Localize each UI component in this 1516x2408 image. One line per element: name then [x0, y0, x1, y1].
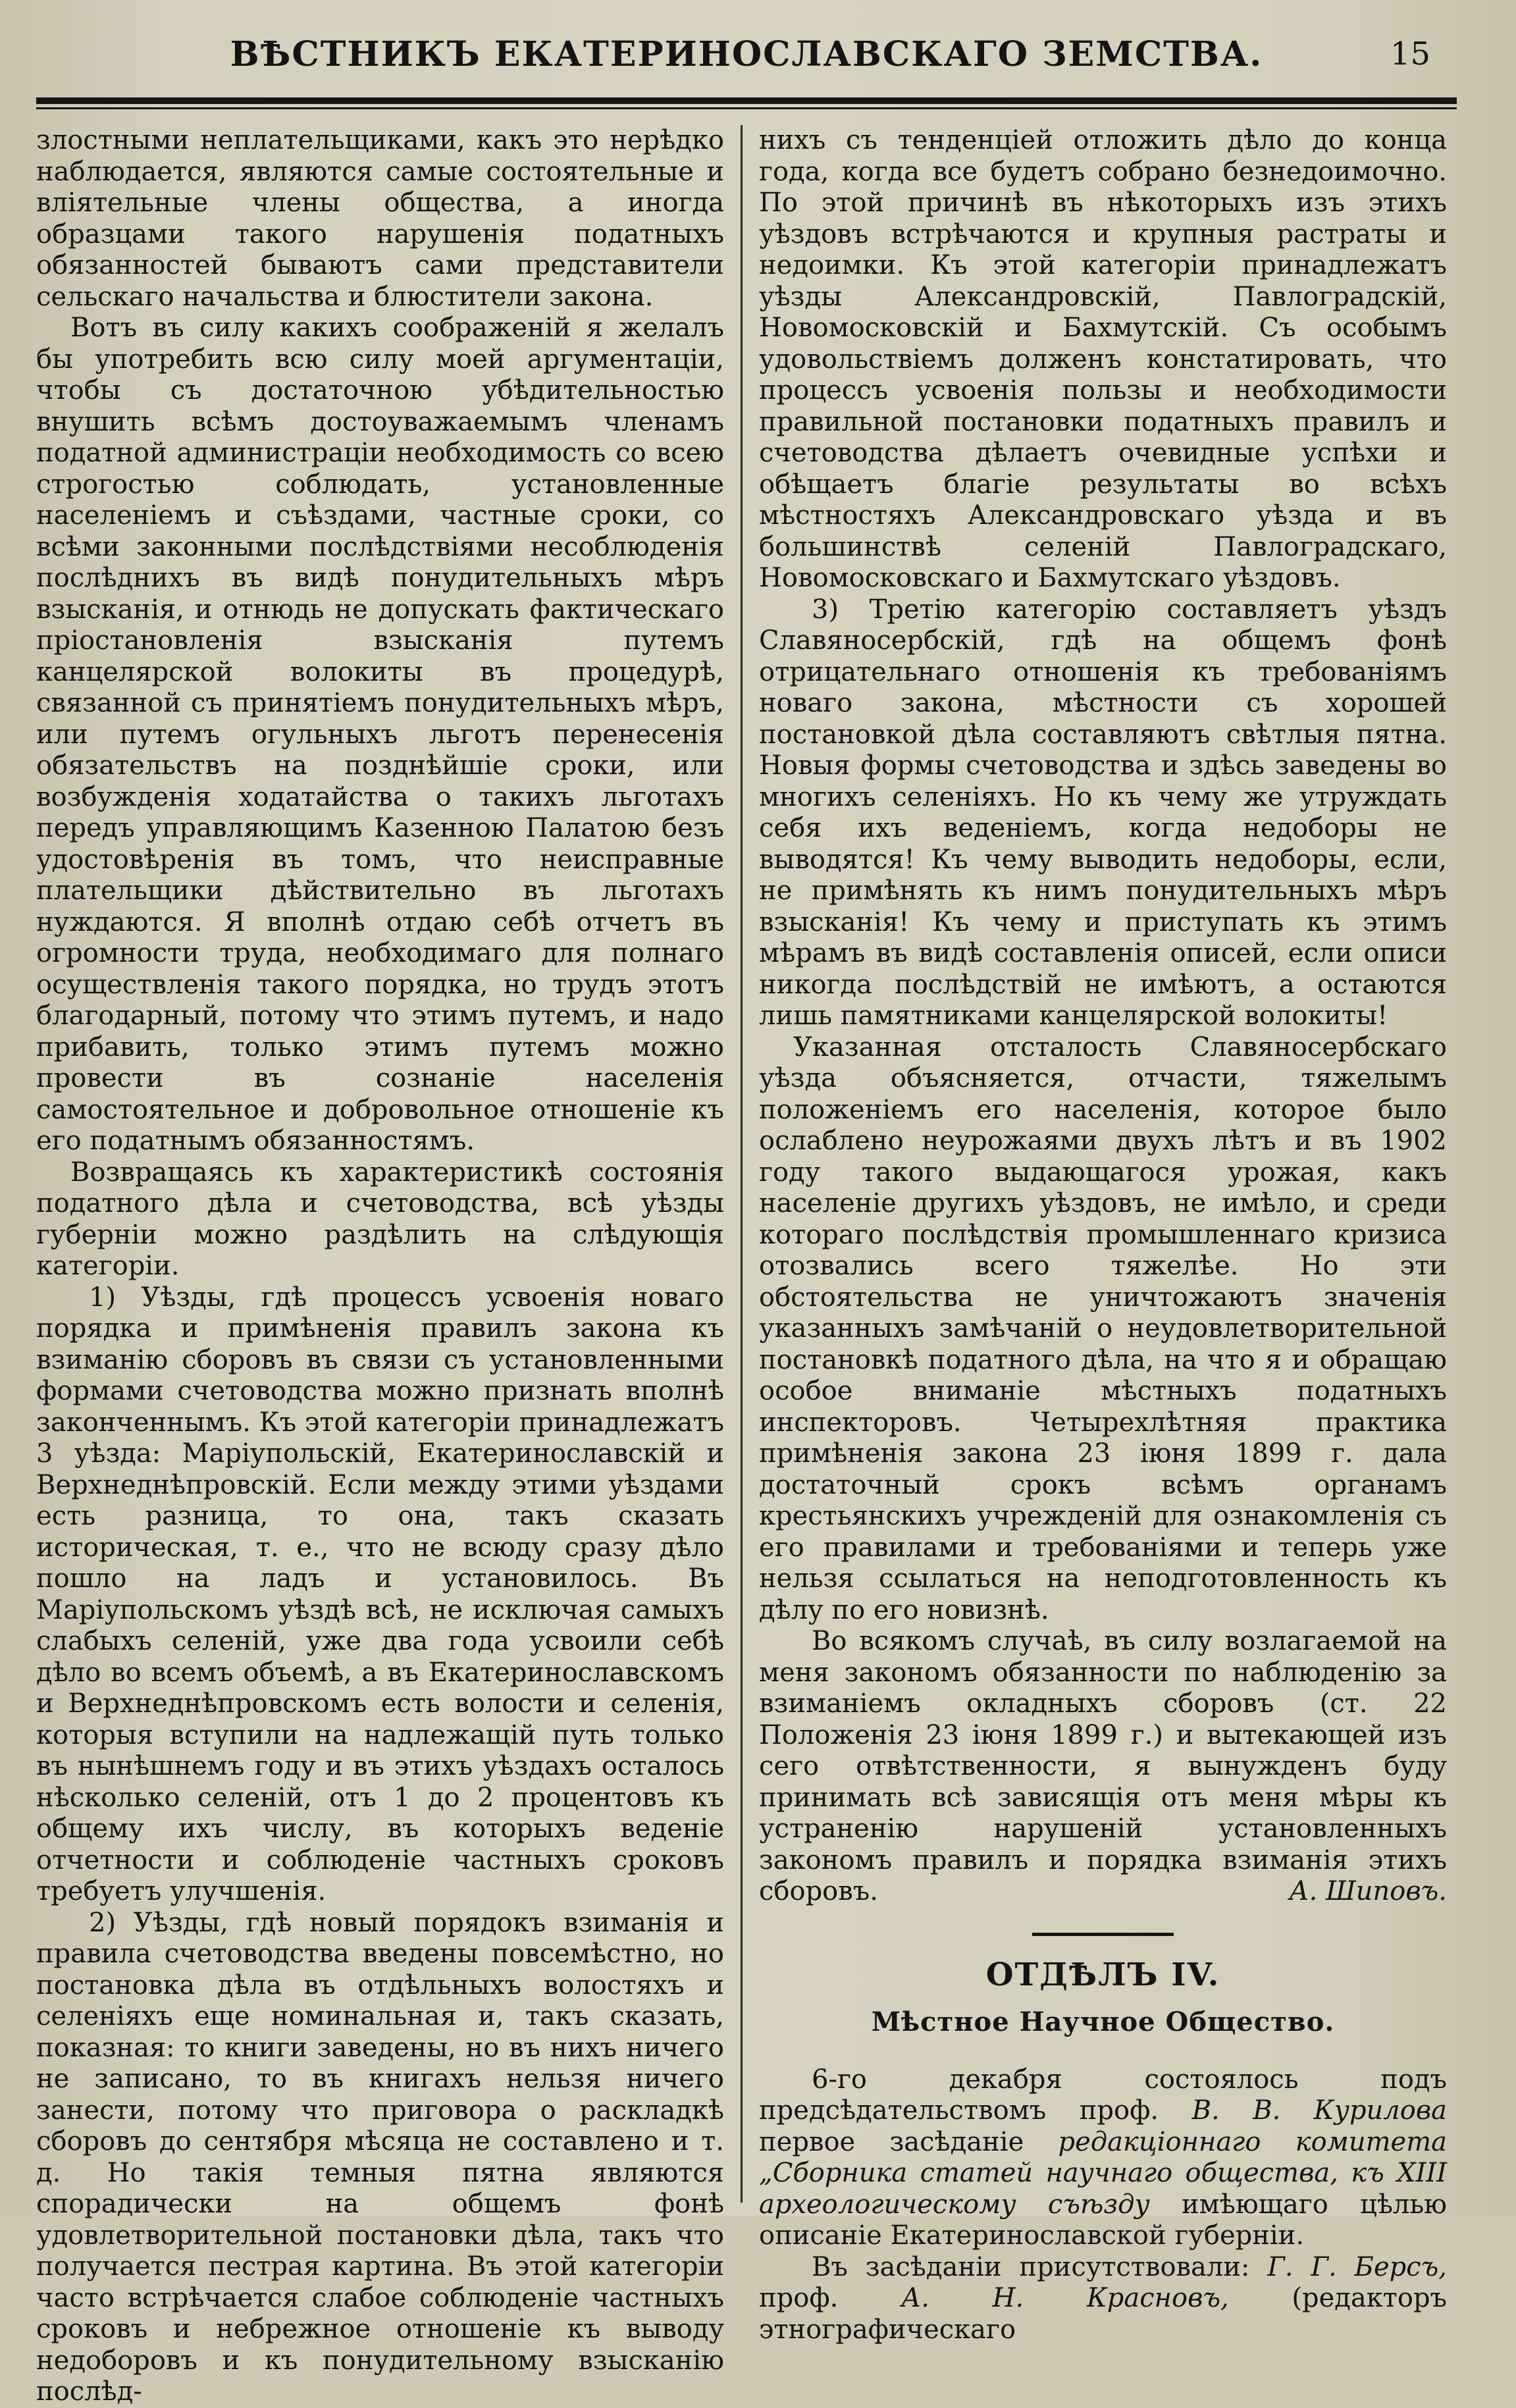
header-rule-thick — [36, 97, 1457, 104]
right-paragraph-1: нихъ съ тенденціей отложить дѣло до конца года, когда все будетъ собрано безнедоимочно. По этой причинѣ въ нѣкоторыхъ изъ этихъ уѣздовъ встрѣчаются и крупныя растраты и недоимки. Къ этой категоріи принадлежатъ уѣзды Александровскій, Павлоградскій, Новомосковскій и Бахмутскій. Съ особымъ удовольствіемъ долженъ констатировать, что процессъ усвоенія пользы и необходимости правильной постановки податныхъ правилъ и счетоводства дѣлаетъ очевидные успѣхи и обѣщаетъ благіе результаты во всѣхъ мѣстностяхъ Александровскаго уѣзда и въ большинствѣ селеній Павлоградскаго, Новомосковскаго и Бахмутскаго уѣздовъ. — [759, 125, 1447, 593]
section-p1-chair-name: В. В. Курилова — [1191, 2095, 1447, 2126]
journal-title: ВѢСТНИКЪ ЕКАТЕРИНОСЛАВСКАГО ЗЕМСТВА. — [230, 34, 1263, 74]
right-paragraph-2: 3) Третію категорію составляетъ уѣздъ Славяносербскій, гдѣ на общемъ фонѣ отрицательнаго отношенія къ требованіямъ новаго закона, мѣстности съ хорошей постановкой дѣла составляютъ свѣтлыя пятна. Новыя формы счетоводства и здѣсь заведены во многихъ селеніяхъ. Но къ чему же утруждать себя ихъ веденіемъ, когда недоборы не выводятся! Къ чему выводить недоборы, если, не примѣнять къ нимъ понудительныхъ мѣръ взысканія! Къ чему и приступать къ этимъ мѣрамъ въ видѣ составленія описей, если описи никогда послѣдствій не имѣютъ, а остаются лишь памятниками канцелярской волокиты! — [759, 594, 1447, 1031]
section-p1-committee: редакціоннаго комитета „Сборника статей научнаго общества, къ XIII археологическому съѣзду — [759, 2126, 1447, 2220]
column-divider — [741, 125, 743, 2203]
left-paragraph-3: Возвращаясь къ характеристикѣ состоянія податного дѣла и счетоводства, всѣ уѣзды губерніи можно раздѣлить на слѣдующія категоріи. — [36, 1157, 724, 1281]
left-paragraph-4: 1) Уѣзды, гдѣ процессъ усвоенія новаго порядка и примѣненія правилъ закона къ взиманію сборовъ въ связи съ установленными формами счетоводства можно признать вполнѣ законченнымъ. Къ этой категоріи принадлежатъ 3 уѣзда: Маріупольскій, Екатеринославскій и Верхнеднѣпровскій. Если между этими уѣздами есть разница, то она, такъ сказать историческая, т. е., что не всюду сразу дѣло пошло на ладъ и установилось. Въ Маріупольскомъ уѣздѣ всѣ, не исключая самыхъ слабыхъ селеній, уже два года усвоили себѣ дѣло во всемъ объемѣ, а въ Екатеринославскомъ и Верхнеднѣпровскомъ есть волости и селенія, которыя вступили на надлежащій путь только въ нынѣшнемъ году и въ этихъ уѣздахъ осталось нѣсколько селеній, отъ 1 до 2 процентовъ къ общему ихъ числу, въ которыхъ веденіе отчетности и соблюденіе частныхъ сроковъ требуетъ улучшенія. — [36, 1282, 724, 1906]
section-p2-name-1: Г. Г. Берсъ, — [1267, 2251, 1447, 2282]
left-paragraph-2: Вотъ въ силу какихъ соображеній я желалъ бы употребить всю силу моей аргументаціи, чтобы съ достаточною убѣдительностью внушить всѣмъ достоуважаемымъ членамъ податной администраціи необходимость со всею строгостью соблюдать, установленные населеніемъ и съѣздами, частные сроки, со всѣми законными послѣдствіями несоблюденія послѣднихъ въ видѣ понудительныхъ мѣръ взысканія, и отнюдь не допускать фактическаго пріостановленія взысканія путемъ канцелярской волокиты въ процедурѣ, связанной съ принятіемъ понудительныхъ мѣръ, или путемъ огульныхъ льготъ перенесенія обязательствъ на позднѣйшіе сроки, или возбужденія ходатайства о такихъ льготахъ передъ управляющимъ Казенною Палатою безъ удостовѣренія въ томъ, что неисправные плательщики дѣйствительно въ льготахъ нуждаются. Я вполнѣ отдаю себѣ отчетъ въ огромности труда, необходимаго для полнаго осуществленія такого порядка, но трудъ этотъ благодарный, потому что этимъ путемъ, и надо прибавить, только этимъ путемъ можно провести въ сознаніе населенія самостоятельное и добровольное отношеніе къ его податнымъ обязанностямъ. — [36, 313, 724, 1156]
section-paragraph-1 — [759, 2064, 1447, 2252]
section-p1-text-b: первое засѣданіе — [759, 2126, 1059, 2157]
section-p2-text-a: Въ засѣданіи присутствовали: — [812, 2251, 1268, 2282]
right-column — [759, 125, 1448, 2345]
header-rule-thin — [36, 107, 1457, 109]
right-paragraph-3: Указанная отсталость Славяносербскаго уѣзда объясняется, отчасти, тяжелымъ положеніемъ его населенія, которое было ослаблено неурожаями двухъ лѣтъ и въ 1902 году такого выдающагося урожая, какъ населеніе другихъ уѣздовъ, не имѣло, и среди котораго послѣдствія промышленнаго кризиса отозвались всего тяжелѣе. Но эти обстоятельства не уничтожаютъ значенія указанныхъ замѣчаній о неудовлетворительной постановкѣ податного дѣла, на что я и обращаю особое вниманіе мѣстныхъ податныхъ инспекторовъ. Четырехлѣтняя практика примѣненія закона 23 іюня 1899 г. дала достаточный срокъ всѣмъ органамъ крестьянскихъ учрежденій для ознакомленія съ его правилами и требованіями и теперь уже нельзя ссылаться на неподготовленность къ дѣлу по его новизнѣ. — [759, 1032, 1447, 1625]
left-column — [36, 125, 724, 2407]
signature: А. Шиповъ. — [1289, 1876, 1447, 1906]
page-number: 15 — [1390, 36, 1430, 72]
left-paragraph-5: 2) Уѣзды, гдѣ новый порядокъ взиманія и правила счетоводства введены повсемѣстно, но постановка дѣла въ отдѣльныхъ волостяхъ и селеніяхъ еще номинальная и, такъ сказать, показная: то книги заведены, но въ нихъ ничего не записано, то въ книгахъ нельзя ничего занести, потому что приговора о раскладкѣ сборовъ до сентября мѣсяца не составлено и т. д. Но такія темныя пятна являются спорадически на общемъ фонѣ удовлетворительной постановки дѣла, такъ что получается пестрая картина. Въ этой категоріи часто встрѣчается слабое соблюденіе частныхъ сроковъ и небрежное отношеніе къ выводу недоборовъ и къ понудительному взысканію послѣд- — [36, 1907, 724, 2407]
page-header — [36, 26, 1457, 86]
text-columns — [36, 125, 1457, 2407]
section-p1-text-c: имѣющаго цѣлью описаніе Екатеринославской губерніи. — [759, 2189, 1448, 2251]
section-separator-rule — [1032, 1933, 1174, 1936]
section-subtitle: Мѣстное Научное Общество. — [871, 2006, 1335, 2037]
section-title: ОТДѢЛЪ IV. — [985, 1956, 1220, 1993]
right-paragraph-4 — [759, 1626, 1447, 1908]
section-p2-name-2: А. Н. Красновъ, — [901, 2283, 1229, 2313]
section-p2-text-b: проф. — [759, 2283, 901, 2313]
section-p2-text-c: (редакторъ этнографическаго — [759, 2283, 1447, 2345]
left-paragraph-1: злостными неплательщиками, какъ это нерѣдко наблюдается, являются самые состоятельные и вліятельные члены общества, а иногда образцами такого нарушенія податныхъ обязанностей бываютъ сами представители сельскаго начальства и блюстители закона. — [36, 125, 724, 312]
section-p1-text-a: 6-го декабря состоялось подъ предсѣдательствомъ проф. — [759, 2064, 1447, 2126]
right-paragraph-4-text: Во всякомъ случаѣ, въ силу возлагаемой на меня закономъ обязанности по наблюденію за взиманіемъ окладныхъ сборовъ (ст. 22 Положенія 23 іюня 1899 г.) и вытекающей изъ сего отвѣтственности, я вынужденъ буду принимать всѣ зависящія отъ меня мѣры къ устраненію нарушеній установленныхъ закономъ правилъ и порядка взиманія этихъ сборовъ. — [759, 1626, 1447, 1906]
section-paragraph-2 — [759, 2252, 1447, 2346]
